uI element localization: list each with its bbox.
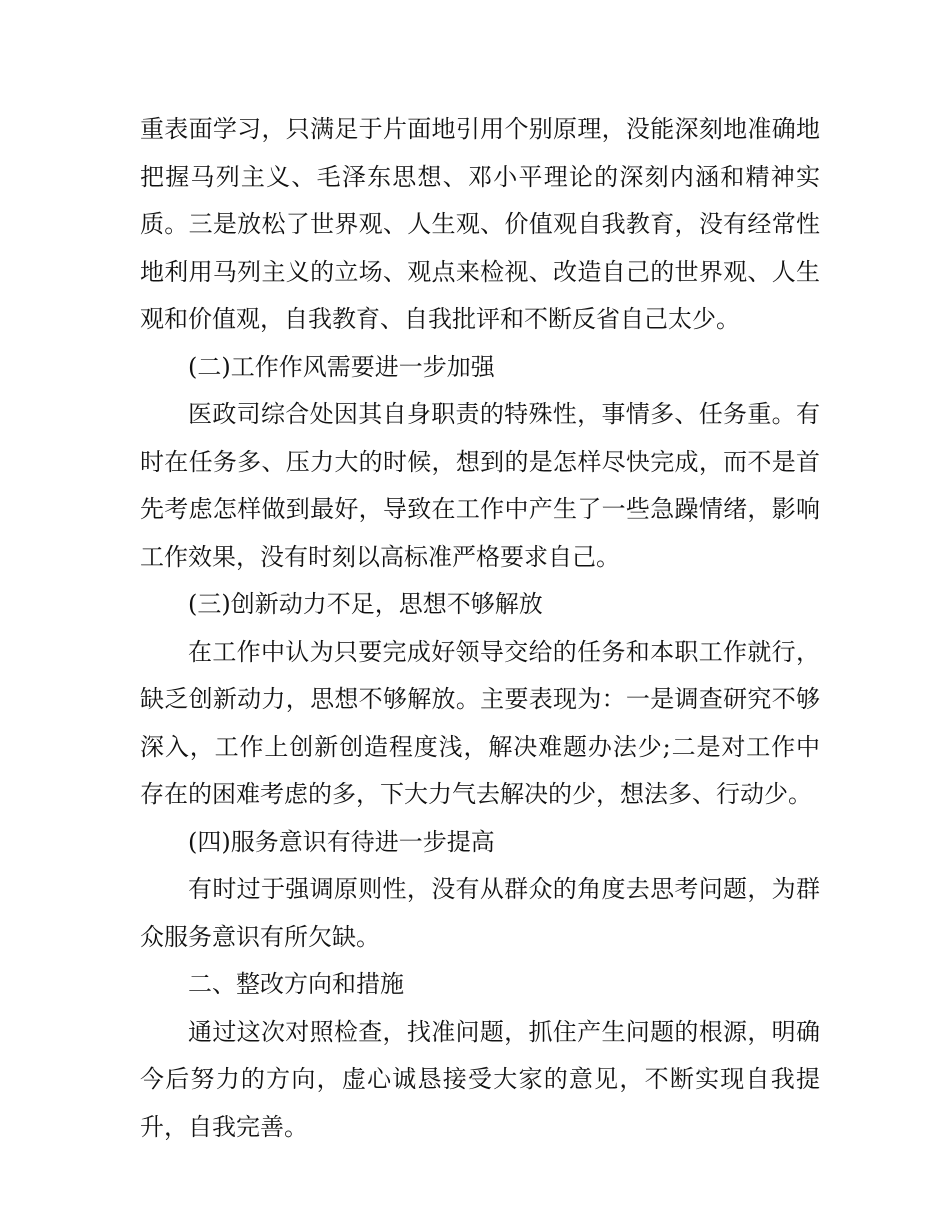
document-body [140, 106, 820, 1151]
paragraph: 重表面学习，只满足于片面地引用个别原理，没能深刻地准确地把握马列主义、毛泽东思想、邓小平理论的深刻内涵和精神实质。三是放松了世界观、人生观、价值观自我教育，没有经常性地利用马列主义的立场、观点来检视、改造自己的世界观、人生观和价值观，自我教育、自我批评和不断反省自己太少。 [140, 115, 820, 333]
paragraph: 在工作中认为只要完成好领导交给的任务和本职工作就行，缺乏创新动力，思想不够解放。主要表现为：一是调查研究不够深入，工作上创新创造程度浅，解决难题办法少;二是对工作中存在的困难考虑的多，下大力气去解决的少，想法多、行动少。 [140, 637, 820, 808]
paragraph: 有时过于强调原则性，没有从群众的角度去思考问题，为群众服务意识有所欠缺。 [140, 875, 820, 951]
paragraph: 通过这次对照检查，找准问题，抓住产生问题的根源，明确今后努力的方向，虚心诚恳接受大家的意见，不断实现自我提升，自我完善。 [140, 1017, 820, 1141]
section-heading: (二)工作作风需要进一步加强 [188, 352, 495, 381]
section-heading: (四)服务意识有待进一步提高 [188, 827, 495, 856]
paragraph: 医政司综合处因其自身职责的特殊性，事情多、任务重。有时在任务多、压力大的时候，想到的是怎样尽快完成，而不是首先考虑怎样做到最好，导致在工作中产生了一些急躁情绪，影响工作效果，没有时刻以高标准严格要求自己。 [140, 400, 820, 571]
section-heading: (三)创新动力不足，思想不够解放 [188, 590, 543, 618]
section-heading: 二、整改方向和措施 [188, 970, 404, 998]
